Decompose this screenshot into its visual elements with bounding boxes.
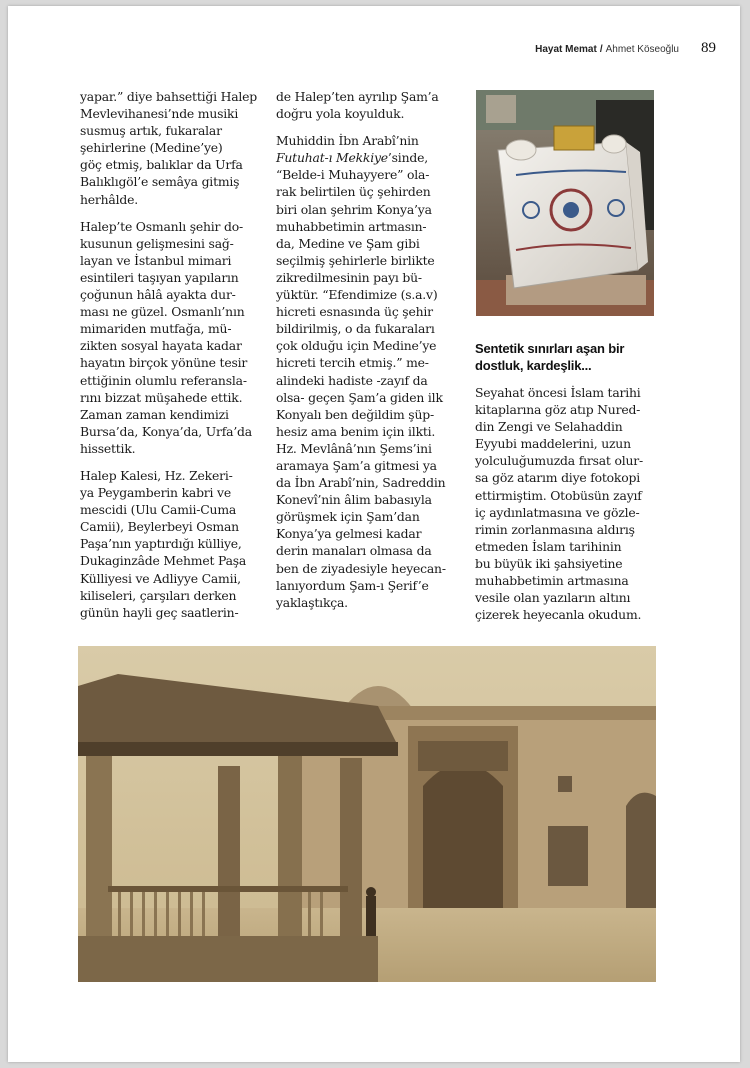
text-line: zikredilmesinin payı bü- xyxy=(276,269,422,285)
text-line: alindeki hadiste -zayıf da xyxy=(276,372,428,388)
text-line: zikten sosyal hayata kadar xyxy=(80,338,242,354)
paragraph xyxy=(475,384,665,623)
author-name: Ahmet Köseoğlu xyxy=(605,44,679,55)
text-line: Seyahat öncesi İslam tarihi xyxy=(475,385,641,400)
text-line: dostluk, kardeşlik... xyxy=(475,358,592,373)
mosque-courtyard-photo xyxy=(78,646,656,982)
page-number: 89 xyxy=(701,40,716,56)
text-line: kusunun gelişmesini sağ- xyxy=(80,235,234,251)
text-line: rimin zorlanmasına aldırış xyxy=(475,521,635,537)
text-line: yaklaştıkça. xyxy=(276,594,348,610)
text-line: ması ne güzel. Osmanlı’nın xyxy=(80,304,245,320)
text-line: yolculuğumuzda fırsat olur- xyxy=(475,453,643,469)
text-line: derin manaları olmasa da xyxy=(276,543,432,559)
text-line: esintileri taşıyan yapıların xyxy=(80,269,239,285)
text-line: ya Peygamberin kabri ve xyxy=(80,485,231,501)
text-line: olsa- geçen Şam’a giden ilk xyxy=(276,389,443,405)
paragraph xyxy=(80,218,270,457)
text-line: layan ve İstanbul mimari xyxy=(80,252,232,268)
text-column-3 xyxy=(475,340,665,633)
text-line: Mevlevihanesi’nde musiki xyxy=(80,106,239,122)
text-line: hayatın birçok yönüne tesir xyxy=(80,355,248,371)
text-column-1 xyxy=(80,88,270,631)
text-line: iç aydınlatmasına ve gözle- xyxy=(475,504,640,520)
text-line: yapar.” diye bahsettiği Halep xyxy=(80,89,258,104)
text-line: da İbn Arabî’nin, Sadreddin xyxy=(276,475,446,491)
text-line: vesile olan yazıların altını xyxy=(475,590,631,606)
text-line: lanıyordum Şam-ı Şerif’e xyxy=(276,577,429,593)
text-line: hissettik. xyxy=(80,440,136,456)
text-line: da, Medine ve Şam gibi xyxy=(276,235,420,251)
section-title: Hayat Memat xyxy=(535,44,597,55)
text-line: Konevî’nin âlim babasıyla xyxy=(276,492,432,508)
text-line: hicreti esnasında üç şehir xyxy=(276,304,433,320)
text-line: hesiz ama benim için ilkti. xyxy=(276,423,436,439)
paragraph xyxy=(80,467,270,621)
text-line: hicreti tercih etmiş.” me- xyxy=(276,355,429,371)
text-line: Bursa’da, Konya’da, Urfa’da xyxy=(80,423,252,439)
text-line: Paşa’nın yaptırdığı külliye, xyxy=(80,536,242,552)
text-line: Camii), Beylerbeyi Osman xyxy=(80,519,239,535)
text-line: muhabbetimin artmasın- xyxy=(276,218,427,234)
mosque-illustration xyxy=(78,646,656,982)
text-line: Hz. Mevlânâ’nın Şems’ini xyxy=(276,440,432,456)
text-line: seçilmiş şehirlerle birlikte xyxy=(276,252,435,268)
text-line: mescidi (Ulu Camii-Cuma xyxy=(80,502,237,518)
text-line: Konyalı ben değildim şüp- xyxy=(276,406,434,422)
text-column-2 xyxy=(276,88,471,621)
text-line: bu büyük iki şahsiyetine xyxy=(475,555,623,571)
text-line: şehirlerine (Medine’ye) xyxy=(80,140,223,156)
text-line: etmeden İslam tarihinin xyxy=(475,538,622,554)
text-line: mimariden mutfağa, mü- xyxy=(80,321,232,337)
text-line: kitaplarına göz atıp Nured- xyxy=(475,402,641,418)
text-line: rak belirtilen üç şehirden xyxy=(276,184,431,200)
text-line: Konya’ya gelmesi kadar xyxy=(276,526,422,542)
text-line: ettiğinin olumlu referansla- xyxy=(80,372,247,388)
text-line: çoğunun hâlâ ayakta dur- xyxy=(80,287,236,303)
fountain-photo xyxy=(476,90,654,316)
text-line: de Halep’ten ayrılıp Şam’a xyxy=(276,89,439,104)
text-line: Dukaginzâde Mehmet Paşa xyxy=(80,553,247,569)
text-line: doğru yola koyulduk. xyxy=(276,106,405,122)
text-line xyxy=(276,149,471,166)
text-line: Halep’te Osmanlı şehir do- xyxy=(80,218,243,234)
text-line: kiliseleri, çarşıları derken xyxy=(80,587,237,603)
text-line: ettirmiştim. Otobüsün zayıf xyxy=(475,487,642,503)
text-line: ben de ziyadesiyle heyecan- xyxy=(276,560,446,576)
text-line: Halep Kalesi, Hz. Zekeri- xyxy=(80,467,233,483)
text-line: günün hayli geç saatlerin- xyxy=(80,604,239,620)
subheading xyxy=(475,340,665,374)
text-line: bildirilmiş, o da fukaraları xyxy=(276,321,435,337)
text-line: Balıklıgöl’e semâya gitmiş xyxy=(80,174,240,190)
text-line: Sentetik sınırları aşan bir xyxy=(475,341,625,356)
text-line: göç etmiş, balıklar da Urfa xyxy=(80,157,243,173)
text-line: rını bizzat müşahede ettik. xyxy=(80,389,243,405)
text-line: herhâlde. xyxy=(80,191,138,207)
text-line: aramaya Şam’a gitmesi ya xyxy=(276,457,437,473)
text-line: “Belde-i Muhayyere” ola- xyxy=(276,167,430,183)
text-line: Muhiddin İbn Arabî’nin xyxy=(276,133,419,149)
header-separator: / xyxy=(599,44,603,55)
text-line: görüşmek için Şam’dan xyxy=(276,509,420,525)
running-header xyxy=(535,40,716,57)
text-line: Eyyubi maddelerini, uzun xyxy=(475,436,631,452)
text-line: yüktür. “Efendimize (s.a.v) xyxy=(276,287,438,303)
text-fragment: ’sinde, xyxy=(387,150,428,166)
paragraph xyxy=(276,132,471,611)
text-line: çizerek heyecanla okudum. xyxy=(475,607,642,623)
paragraph xyxy=(276,88,471,122)
text-line: susmuş artık, fukaralar xyxy=(80,123,222,139)
text-line: çok olduğu için Medine’ye xyxy=(276,338,437,354)
book-title: Futuhat-ı Mekkiye xyxy=(276,150,388,166)
text-line: Zaman zaman kendimizi xyxy=(80,406,229,422)
text-line: sa göz atarım diye fotokopi xyxy=(475,470,640,486)
text-line: muhabbetimin artmasına xyxy=(475,573,629,589)
text-line: din Zengi ve Selahaddin xyxy=(475,419,623,435)
fountain-illustration xyxy=(476,90,654,316)
text-line: Külliyesi ve Adliyye Camii, xyxy=(80,570,241,586)
paragraph xyxy=(80,88,270,208)
text-line: biri olan şehrim Konya’ya xyxy=(276,201,432,217)
